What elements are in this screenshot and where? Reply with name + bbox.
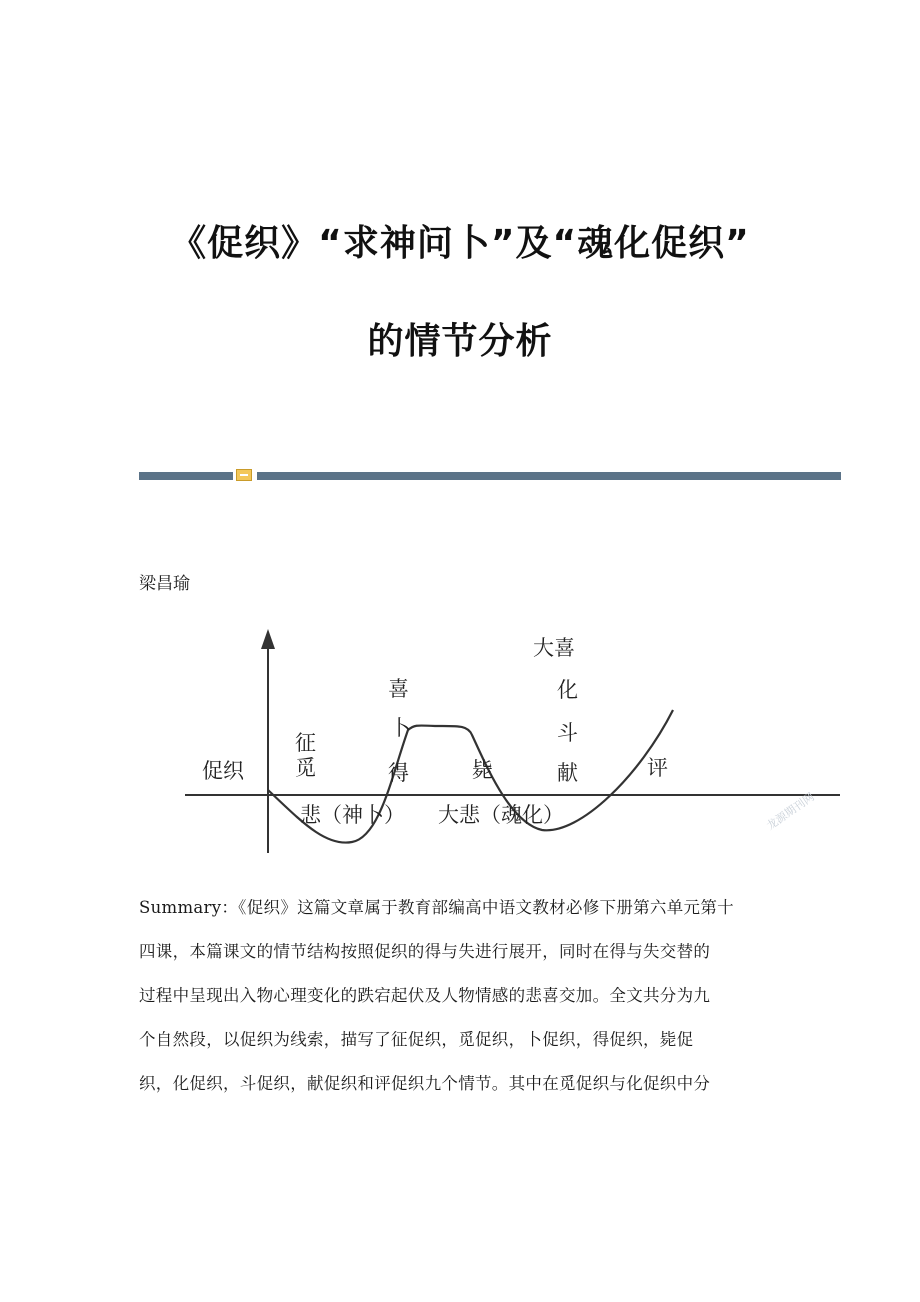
- label-bei-shen-bu: 悲（神卜）: [300, 803, 405, 827]
- summary-line: 四课，本篇课文的情节结构按照促织的得与失进行展开，同时在得与失交替的: [139, 942, 711, 961]
- label-hua: 化: [557, 678, 578, 702]
- label-dou: 斗: [557, 721, 578, 745]
- author-name: 梁昌瑜: [139, 574, 190, 594]
- label-start: 促织: [202, 759, 244, 783]
- label-de: 得: [388, 761, 409, 785]
- label-da-bei-hun-hua: 大悲（魂化）: [438, 803, 564, 827]
- label-mi: 觅: [295, 756, 316, 780]
- summary-line: 织，化促织，斗促织，献促织和评促织九个情节。其中在觅促织与化促织中分: [139, 1074, 711, 1093]
- summary-paragraph: [139, 886, 779, 1106]
- summary-line: 个自然段，以促织为线索，描写了征促织，觅促织，卜促织，得促织，毙促: [139, 1030, 694, 1049]
- label-ping: 评: [647, 756, 668, 780]
- watermark-text: 龙源期刊网: [764, 790, 817, 833]
- divider-left: [139, 472, 233, 480]
- divider-right: [257, 472, 841, 480]
- title-line-1: 《促织》“求神问卜”及“魂化促织”: [170, 223, 750, 264]
- divider-badge-icon: [236, 469, 252, 481]
- title-line-2: 的情节分析: [367, 321, 553, 362]
- label-da-xi: 大喜: [533, 636, 575, 660]
- label-bi: 毙: [472, 758, 493, 782]
- summary-line: Summary：《促织》这篇文章属于教育部编高中语文教材必修下册第六单元第十: [139, 898, 734, 917]
- label-xi: 喜: [388, 677, 409, 701]
- plot-diagram: [180, 625, 850, 865]
- label-bu: 卜: [390, 716, 411, 740]
- label-xian: 献: [557, 761, 578, 785]
- axis-arrow-icon: [261, 629, 275, 649]
- label-zheng: 征: [295, 731, 316, 755]
- summary-line: 过程中呈现出入物心理变化的跌宕起伏及人物情感的悲喜交加。全文共分为九: [139, 986, 711, 1005]
